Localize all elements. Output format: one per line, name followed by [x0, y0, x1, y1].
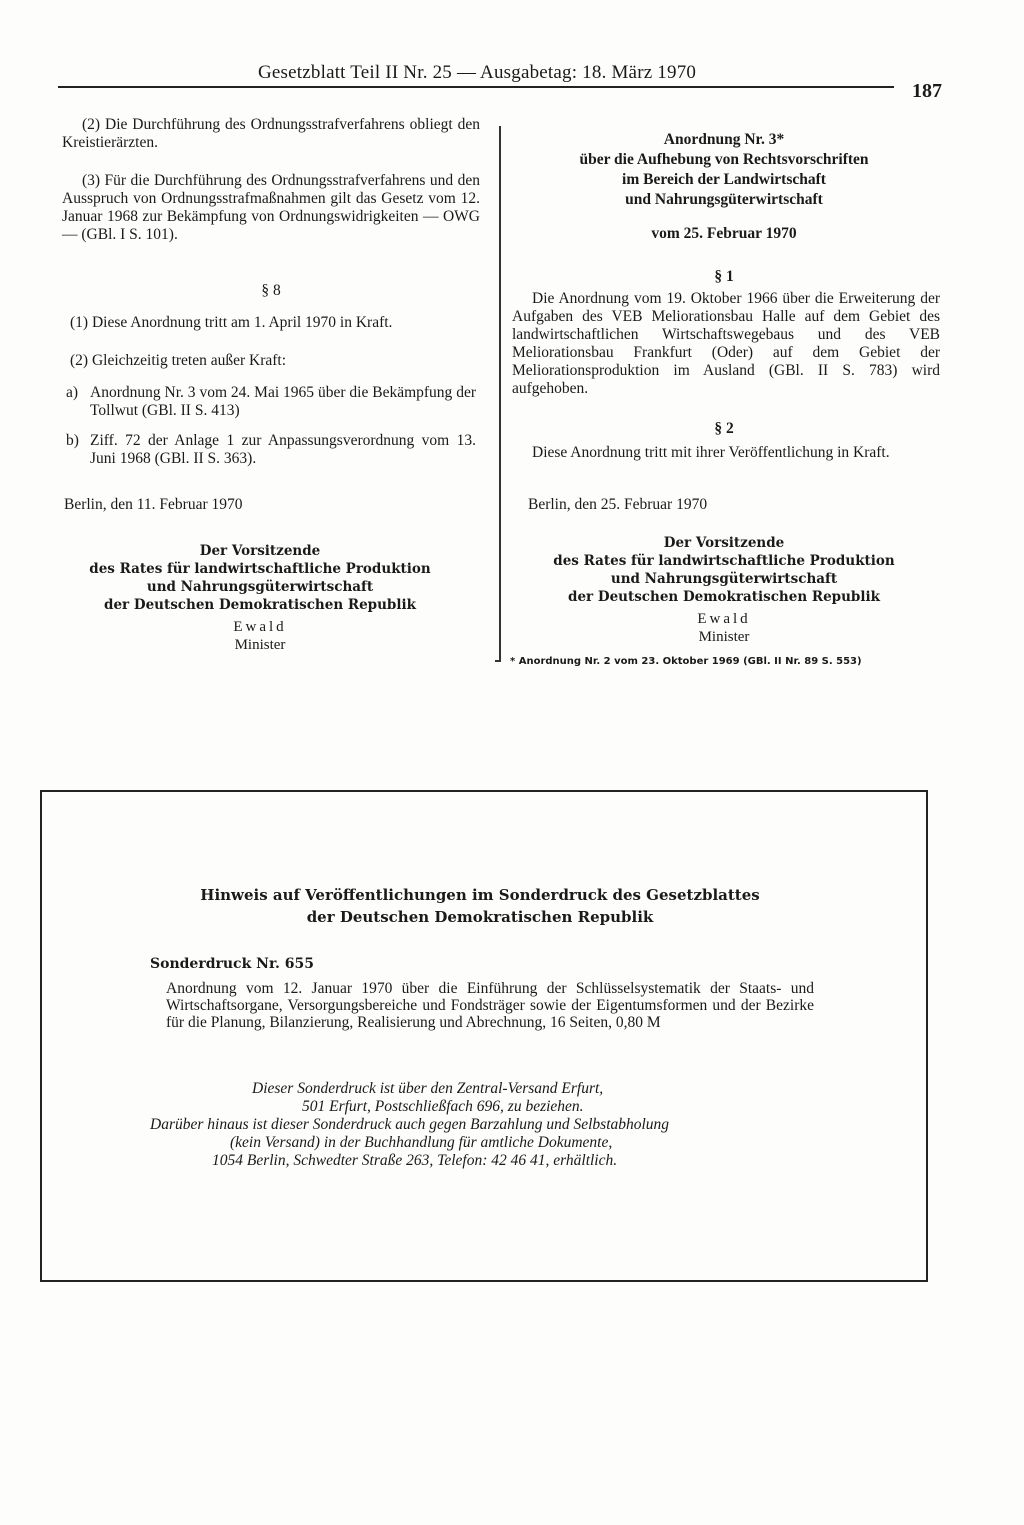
- section-1-text: Die Anordnung vom 19. Oktober 1966 über die Erweiterung der Aufgaben des VEB Meliorationsbau Halle auf dem Gebiet des landwirtschaftlichen Wirtschaftswegebaus und des VEB Meliorationsbau Frankfurt (Oder) auf dem Gebiet der Meliorationsproduktion im Ausland (GBl. II S. 783) wird aufgehoben.: [512, 290, 940, 397]
- page-number: 187: [912, 80, 942, 102]
- left-paragraph-3: (3) Für die Durchführung des Ordnungsstrafverfahrens und den Ausspruch von Ordnungsstrafmaßnahmen gilt das Gesetz vom 12. Januar 1968 zur Bekämpfung von Ordnungswidrigkeiten — OWG — (GBl. I S. 101).: [62, 172, 480, 243]
- left-signature-block: [60, 542, 460, 654]
- list-item-b: [66, 432, 476, 468]
- notice-title-line: der Deutschen Demokratischen Republik: [306, 908, 654, 926]
- footnote: * Anordnung Nr. 2 vom 23. Oktober 1969 (GBl. II Nr. 89 S. 553): [510, 656, 862, 667]
- signature-name: Ewald: [233, 619, 287, 635]
- document-title-line: Anordnung Nr. 3*: [663, 131, 785, 148]
- right-date: Berlin, den 25. Februar 1970: [528, 496, 708, 513]
- right-signature-block: [514, 534, 934, 646]
- notice-title: [120, 884, 840, 928]
- signature-line: des Rates für landwirtschaftliche Produktion: [89, 561, 431, 577]
- list-item-text: Ziff. 72 der Anlage 1 zur Anpassungsverordnung vom 13. Juni 1968 (GBl. II S. 363).: [90, 432, 476, 467]
- section-8-paragraph-2: (2) Gleichzeitig treten außer Kraft:: [70, 352, 287, 369]
- signature-line: der Deutschen Demokratischen Republik: [568, 589, 880, 605]
- document-date: vom 25. Februar 1970: [651, 225, 797, 242]
- footnote-rule: [495, 660, 501, 662]
- signature-title: Minister: [234, 637, 286, 653]
- left-paragraph-2: (2) Die Durchführung des Ordnungsstrafverfahrens obliegt den Kreistierärzten.: [62, 116, 480, 151]
- section-2-text: Diese Anordnung tritt mit ihrer Veröffentlichung in Kraft.: [532, 444, 890, 461]
- section-1-heading: § 1: [714, 268, 734, 285]
- ordering-line: 1054 Berlin, Schwedter Straße 263, Telefon: 42 46 41, erhältlich.: [212, 1152, 618, 1169]
- header-rule: [58, 86, 894, 88]
- left-date: Berlin, den 11. Februar 1970: [64, 496, 243, 513]
- signature-line: und Nahrungsgüterwirtschaft: [610, 571, 838, 587]
- section-2-heading: § 2: [714, 420, 734, 437]
- signature-line: Der Vorsitzende: [663, 535, 785, 551]
- list-item-label: b): [66, 432, 79, 449]
- signature-name: Ewald: [697, 611, 751, 627]
- sonderdruck-number: Sonderdruck Nr. 655: [150, 956, 315, 972]
- page-header: Gesetzblatt Teil II Nr. 25 — Ausgabetag: 18. März 1970: [258, 62, 697, 83]
- list-item-text: Anordnung Nr. 3 vom 24. Mai 1965 über die Bekämpfung der Tollwut (GBl. II S. 413): [90, 384, 476, 419]
- notice-box: [40, 790, 928, 1282]
- ordering-line: Darüber hinaus ist dieser Sonderdruck auch gegen Barzahlung und Selbstabholung: [150, 1116, 670, 1133]
- notice-title-line: Hinweis auf Veröffentlichungen im Sonderdruck des Gesetzblattes: [200, 886, 760, 904]
- ordering-line: Dieser Sonderdruck ist über den Zentral-Versand Erfurt,: [252, 1080, 604, 1097]
- list-item-a: [66, 384, 476, 420]
- signature-line: des Rates für landwirtschaftliche Produktion: [553, 553, 895, 569]
- document-title-line: und Nahrungsgüterwirtschaft: [625, 191, 823, 208]
- list-item-label: a): [66, 384, 79, 401]
- document-title-line: im Bereich der Landwirtschaft: [622, 171, 826, 188]
- right-title-block: [512, 130, 936, 244]
- document-title-line: über die Aufhebung von Rechtsvorschriften: [579, 151, 869, 168]
- ordering-line: (kein Versand) in der Buchhandlung für amtliche Dokumente,: [230, 1134, 613, 1151]
- ordering-info: [150, 1080, 810, 1170]
- section-8-paragraph-1: (1) Diese Anordnung tritt am 1. April 1970 in Kraft.: [70, 314, 393, 331]
- signature-line: Der Vorsitzende: [199, 543, 321, 559]
- signature-line: der Deutschen Demokratischen Republik: [104, 597, 416, 613]
- column-rule: [499, 126, 501, 660]
- signature-title: Minister: [698, 629, 750, 645]
- section-8-heading: § 8: [261, 282, 281, 299]
- signature-line: und Nahrungsgüterwirtschaft: [146, 579, 374, 595]
- ordering-line: 501 Erfurt, Postschließfach 696, zu beziehen.: [302, 1098, 584, 1115]
- sonderdruck-description: Anordnung vom 12. Januar 1970 über die Einführung der Schlüsselsystematik der Staats- und Wirtschaftsorgane, Versorgungsbereiche und Fondsträger sowie der Eigentumsformen und der Bezirke für die Planung, Bilanzierung, Realisierung und Abrechnung, 16 Seiten, 0,80 M: [166, 980, 814, 1031]
